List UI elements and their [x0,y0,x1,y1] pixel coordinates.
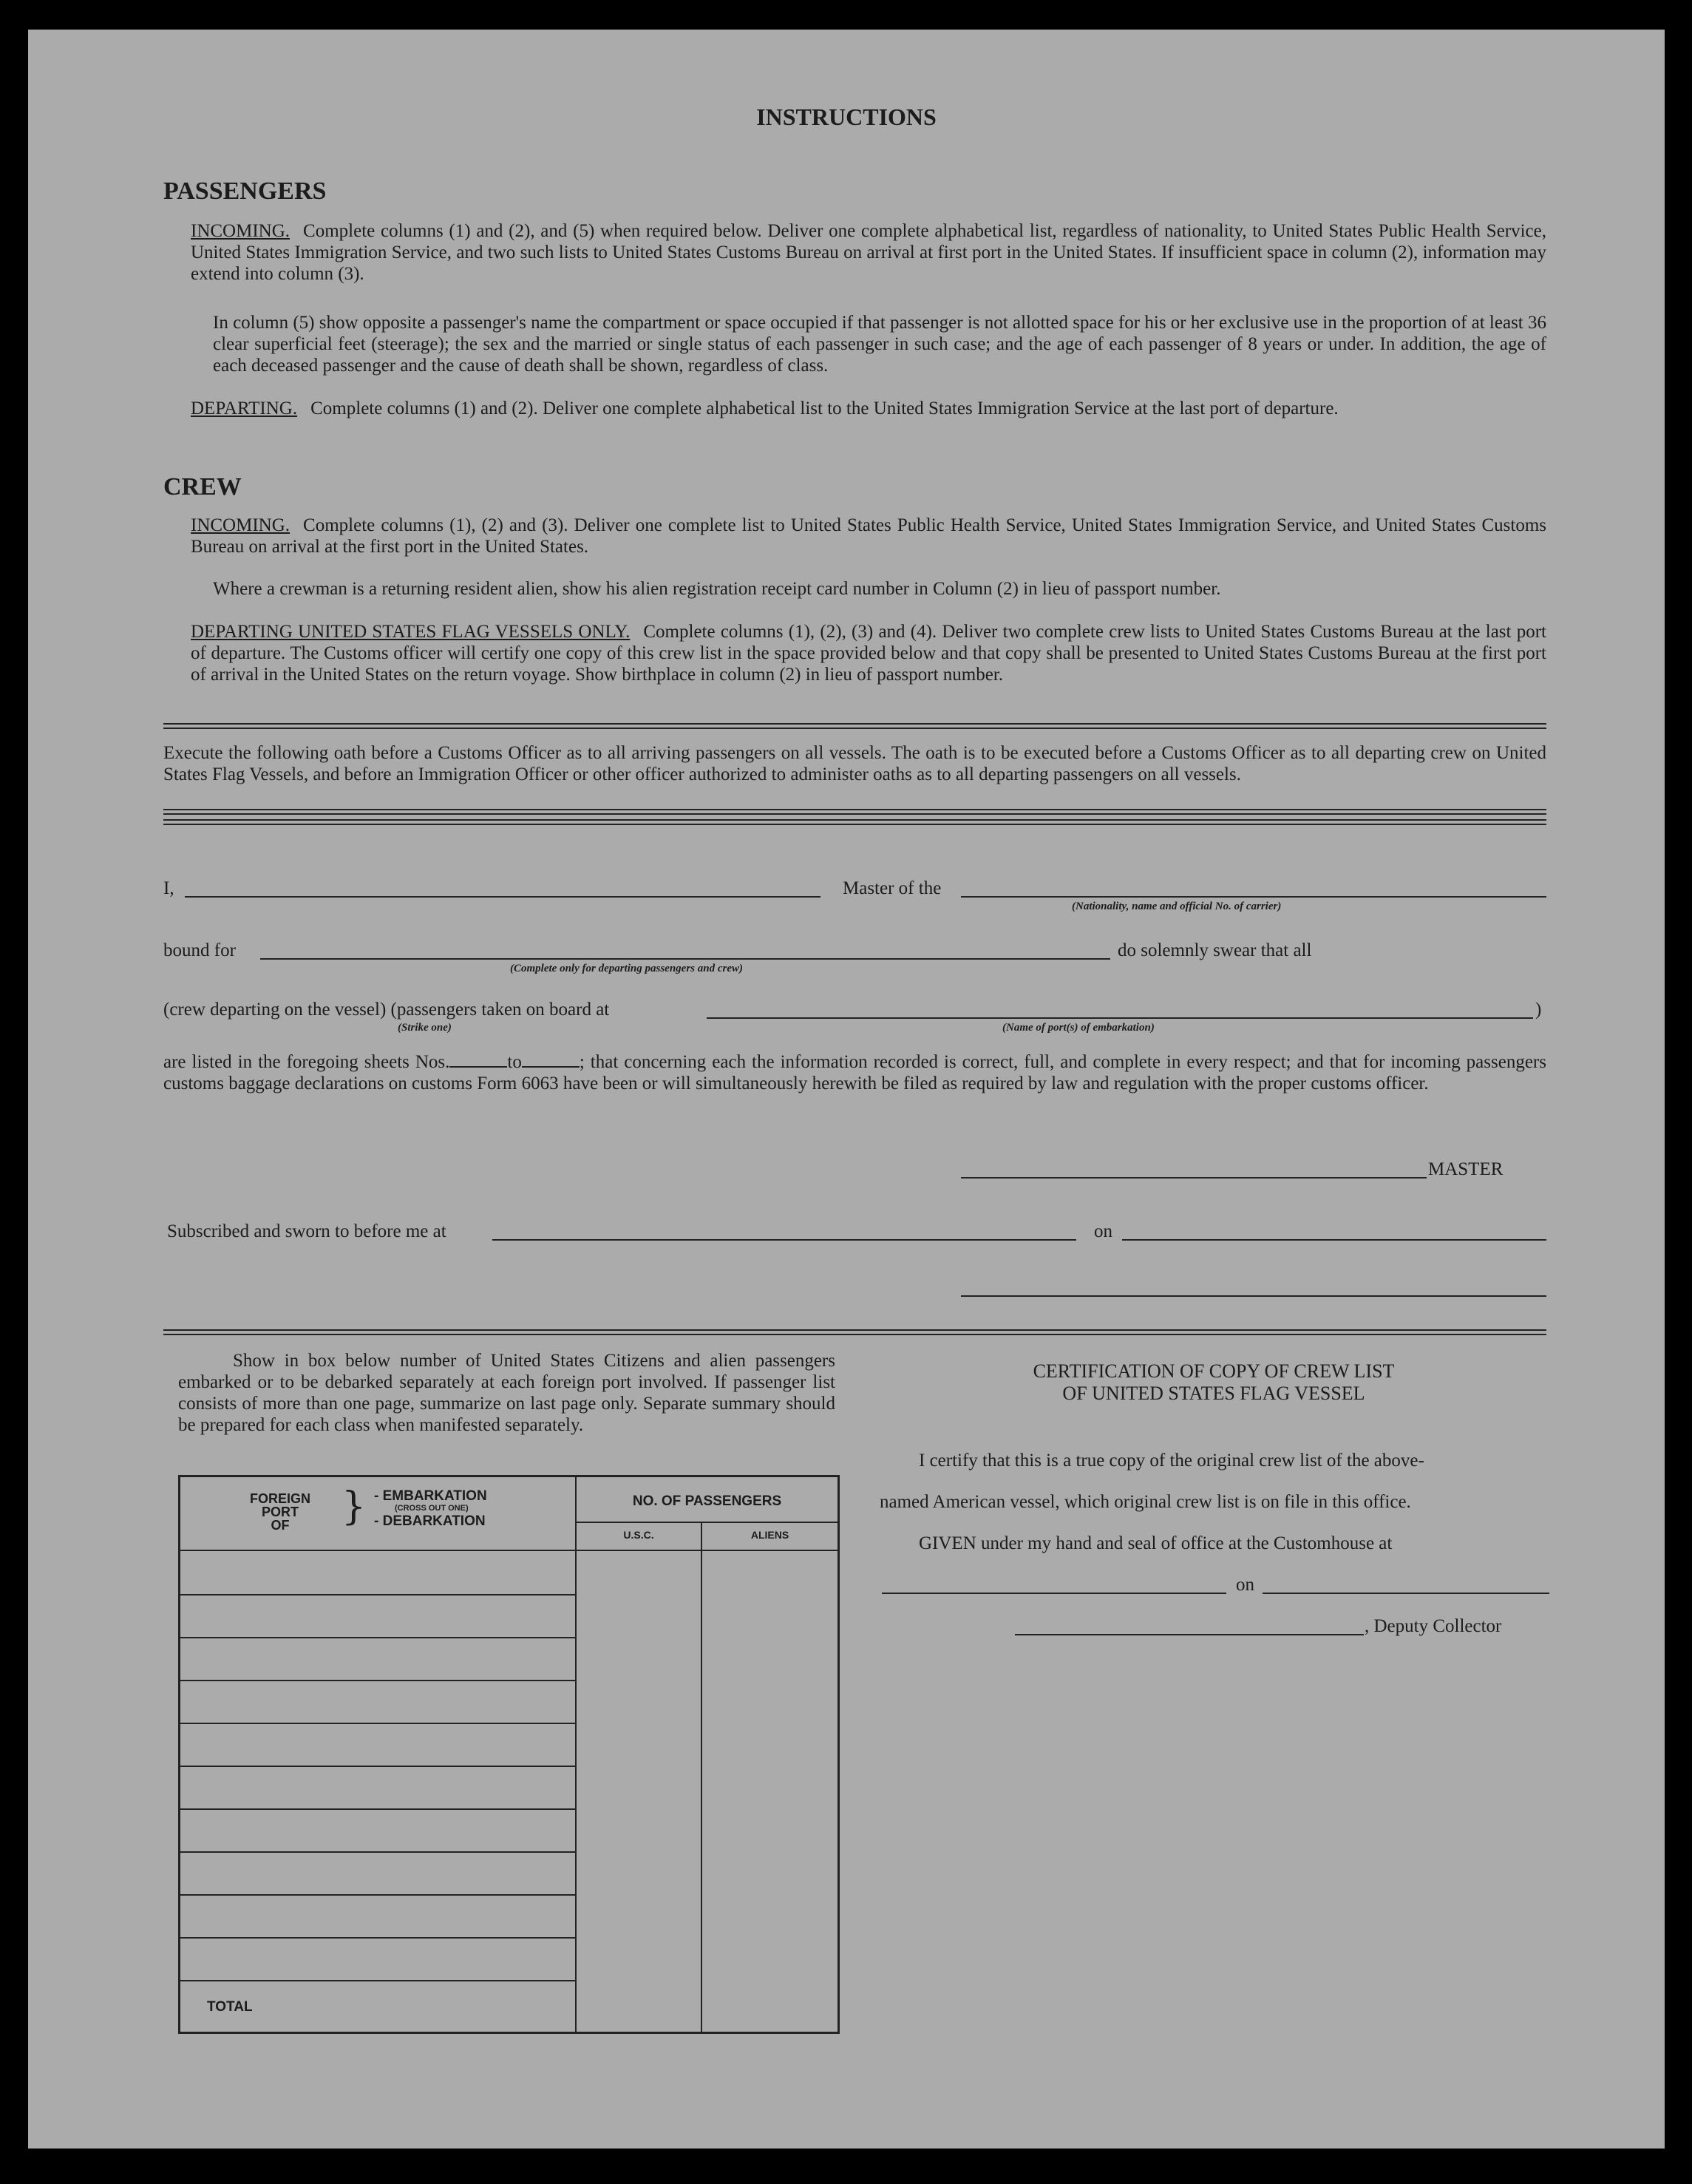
table-row [180,1680,577,1681]
foreign-port-header: FOREIGN PORT OF [249,1491,310,1533]
deputy-collector-label: , Deputy Collector [1365,1616,1502,1636]
certification-title-line-2: OF UNITED STATES FLAG VESSEL [1062,1383,1365,1404]
oath-instruction: Execute the following oath before a Customs Officer as to all arriving passengers on all vessels. The oath is to be executed before a Customs Officer as to all departing crew on United States Flag Vessels, and before an Immigration Officer or other officer authorized to administer oaths as to all departing passengers on all vessels. [163,743,1546,784]
divider [163,819,1546,825]
table-row [180,1723,577,1724]
debarkation-header: - DEBARKATION [374,1513,486,1529]
strike-one-caption: (Strike one) [398,1022,452,1034]
page-title: INSTRUCTIONS [756,104,937,130]
sheets-label: are listed in the foregoing sheets Nos. [163,1052,450,1072]
passengers-incoming-paragraph [191,220,1546,285]
crew-departing-label: DEPARTING UNITED STATES FLAG VESSELS ONLY. [191,622,631,642]
crew-departing-label: (crew departing on the vessel) (passengers taken on board at [163,1000,610,1020]
certify-on-label: on [1236,1575,1254,1595]
embarkation-ports-field[interactable] [707,1017,1533,1019]
ports-caption: (Name of port(s) of embarkation) [1002,1022,1155,1034]
master-label: MASTER [1428,1159,1504,1179]
crew-heading: CREW [163,473,242,501]
customhouse-field[interactable] [882,1593,1226,1594]
sheets-text: ; that concerning each the information recorded is correct, full, and complete in every respect; and that for incoming passengers customs baggage declarations on customs Form 6063 have been or will simultaneously herewith be filed as required by law and regulation with the proper customs officer. [163,1052,1546,1093]
usc-header: U.S.C. [623,1529,654,1541]
table-row [180,1894,577,1896]
embarkation-header: - EMBARKATION [374,1488,487,1504]
divider [163,809,1546,815]
certification-title [880,1360,1548,1405]
aliens-header: ALIENS [750,1529,789,1541]
sworn-date-field[interactable] [1122,1239,1546,1241]
master-signature-field[interactable] [961,1177,1427,1179]
table-row [180,1937,577,1939]
table-row [180,1980,577,1981]
passenger-summary-table [178,1475,840,2034]
close-paren: ) [1535,1000,1542,1020]
crew-incoming-text: Complete columns (1), (2) and (3). Deliver one complete list to United States Public Health Service, United States Immigration Service, and United States Customs Bureau on arrival at the first port in the United States. [191,515,1546,557]
table-row [180,1808,577,1810]
sheets-to-label: to [507,1052,522,1072]
officer-signature-field[interactable] [961,1295,1546,1297]
sheets-paragraph [163,1051,1546,1094]
total-label: TOTAL [207,1999,253,2015]
passengers-departing-label: DEPARTING. [191,399,298,418]
bound-for-caption: (Complete only for departing passengers and crew) [510,963,743,974]
certify-date-field[interactable] [1263,1593,1549,1594]
sworn-on-label: on [1094,1221,1112,1241]
crew-resident-paragraph: Where a crewman is a returning resident alien, show his alien registration receipt card number in Column (2) in lieu of passport number. [213,579,1221,599]
sheet-to-field[interactable] [522,1053,580,1068]
crew-incoming-label: INCOMING. [191,515,291,535]
no-passengers-header: NO. OF PASSENGERS [632,1493,782,1509]
bracket: } [342,1485,367,1529]
passengers-column5-paragraph: In column (5) show opposite a passenger's name the compartment or space occupied if that passenger is not allotted space for his or her exclusive use in the proportion of at least 36 clear superficial feet (steerage); the sex and the married or single status of each passenger in such case; and the age of each passenger of 8 years or under. In addition, the age of each deceased passenger and the cause of death shall be shown, regardless of class. [213,313,1546,376]
cross-out-caption: (CROSS OUT ONE) [395,1504,469,1513]
carrier-caption: (Nationality, name and official No. of carrier) [1072,901,1282,912]
master-of-the-label: Master of the [843,878,942,898]
passengers-departing-text: Complete columns (1) and (2). Deliver one complete alphabetical list to the United States Immigration Service at the last port of departure. [310,399,1339,418]
table-row [180,1851,577,1853]
passengers-incoming-text: Complete columns (1) and (2), and (5) when required below. Deliver one complete alphabetical list, regardless of nationality, to United States Public Health Service, United States Immigration Service, and two such lists to United States Customs Bureau on arrival at first port in the United States. If insufficient space in column (2), information may extend into column (3). [191,221,1546,284]
certify-line-1: I certify that this is a true copy of the original crew list of the above- [919,1451,1424,1471]
oath-i-label: I, [163,878,174,898]
table-row [180,1637,577,1638]
certification-title-line-1: CERTIFICATION OF COPY OF CREW LIST [1033,1360,1395,1382]
table-row [180,1766,577,1767]
passengers-heading: PASSENGERS [163,177,327,205]
table-row [180,1594,577,1595]
crew-departing-text: Complete columns (1), (2), (3) and (4). Deliver two complete crew lists to United States Customs Bureau at the last port of departure. The Customs officer will certify one copy of this crew list in the space provided below and that copy shall be presented to United States Customs Bureau at the first port of arrival in the United States on the return voyage. Show birthplace in column (2) in lieu of passport number. [191,622,1546,685]
crew-departing-paragraph [191,621,1546,685]
divider [163,723,1546,729]
deputy-signature-field[interactable] [1015,1634,1364,1635]
form-page [28,30,1665,2149]
swear-label: do solemnly swear that all [1118,940,1312,960]
carrier-field[interactable] [961,896,1546,898]
passengers-departing-paragraph [191,398,1546,419]
bound-for-label: bound for [163,940,236,960]
divider [163,1329,1546,1335]
certify-line-3: GIVEN under my hand and seal of office at the Customhouse at [919,1533,1393,1553]
summary-instruction: Show in box below number of United States Citizens and alien passengers embarked or to be debarked separately at each foreign port involved. If passenger list consists of more than one page, summarize on last page only. Separate summary should be prepared for each class when manifested separately. [178,1351,835,1435]
sheet-from-field[interactable] [449,1053,507,1068]
certify-line-2: named American vessel, which original crew list is on file in this office. [880,1492,1411,1512]
crew-incoming-paragraph [191,515,1546,557]
passengers-incoming-label: INCOMING. [191,221,291,241]
subscribed-label: Subscribed and sworn to before me at [167,1221,446,1241]
bound-for-field[interactable] [260,958,1110,960]
sworn-place-field[interactable] [492,1239,1076,1241]
master-name-field[interactable] [185,896,820,898]
